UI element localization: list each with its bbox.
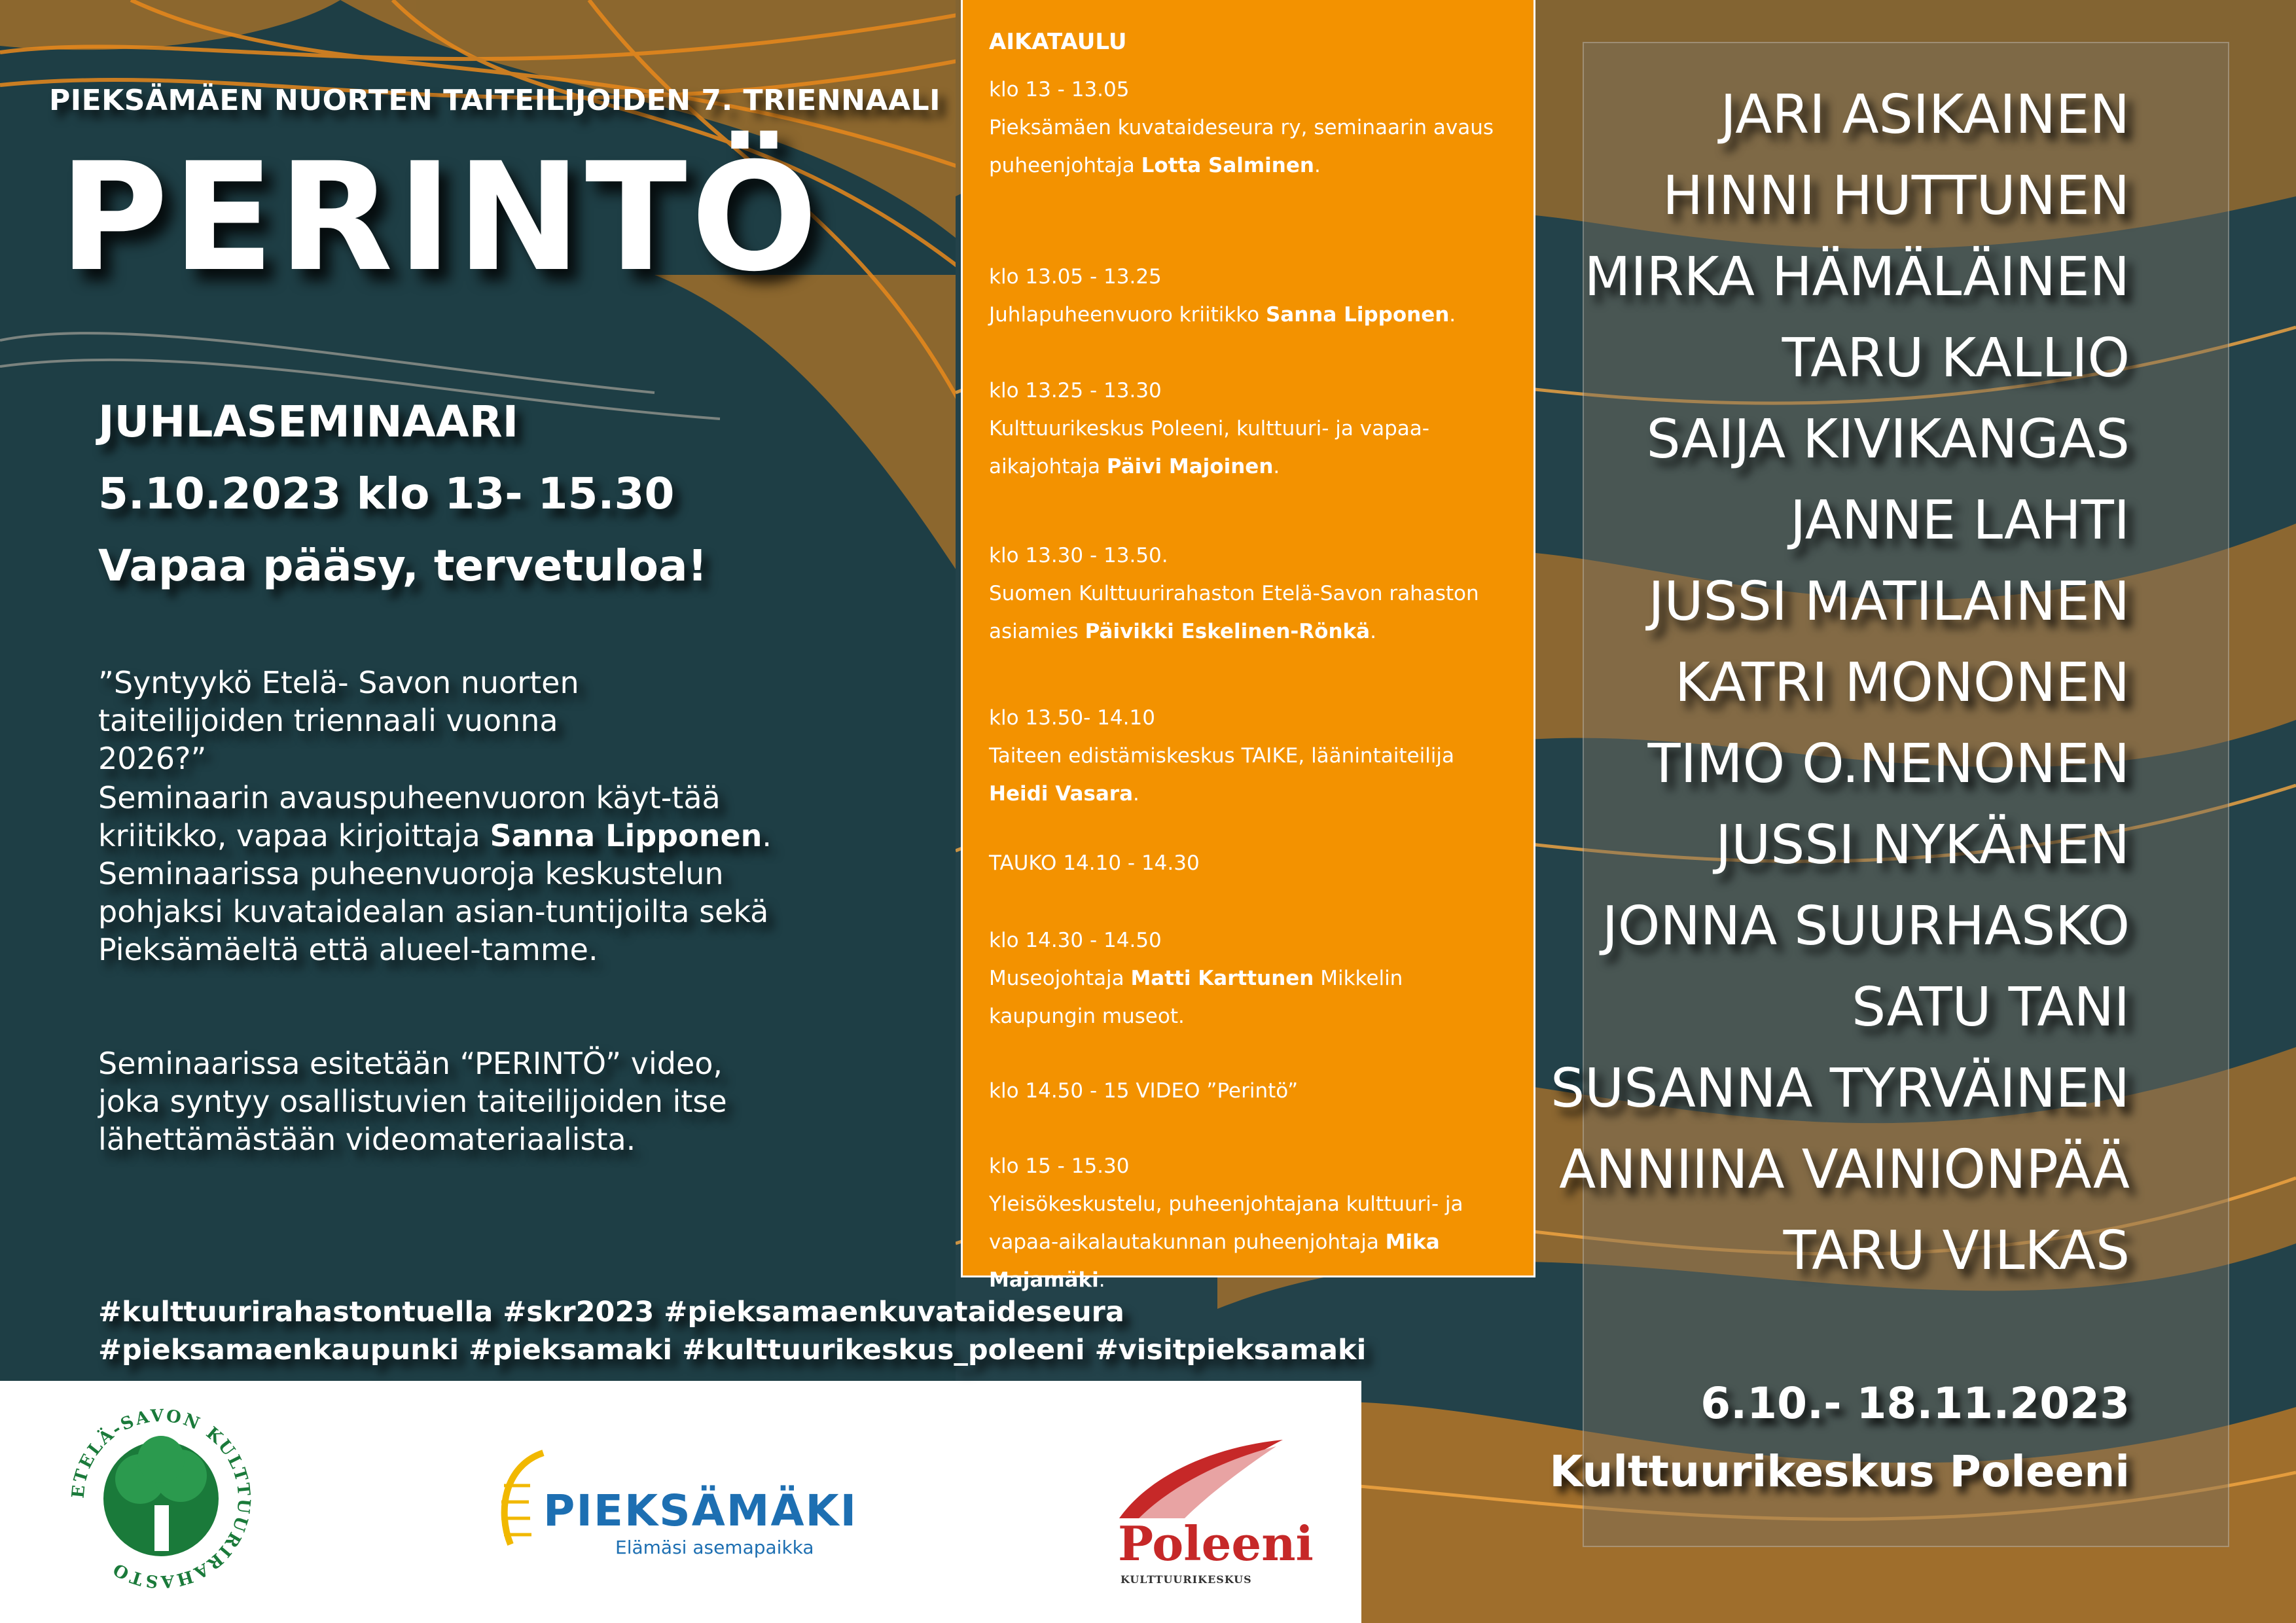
hashtags-line-2: #pieksamaenkaupunki #pieksamaki #kulttuurikeskus_poleeni #visitpieksamaki <box>98 1334 1367 1366</box>
city-logo-mark <box>491 1446 550 1554</box>
schedule-item <box>989 844 1513 882</box>
seminar-name: JUHLASEMINAARI <box>98 397 519 447</box>
schedule-text: Museojohtaja <box>989 967 1131 990</box>
oak-tree-seal-icon <box>63 1400 259 1597</box>
intro-speaker-name: Sanna Lipponen <box>490 818 762 853</box>
schedule-text: Kulttuurikeskus Poleeni, kulttuuri- ja vapaa-aikajohtaja <box>989 417 1429 478</box>
schedule-text-after: Mikkelin kaupungin museot. <box>989 967 1403 1028</box>
schedule-text: Pieksämäen kuvataideseura ry, seminaarin avaus puheenjohtaja <box>989 116 1494 177</box>
artist-name: SAIJA KIVIKANGAS <box>1646 408 2130 471</box>
triennial-heading: PIEKSÄMÄEN NUORTEN TAITEILIJOIDEN 7. TRIENNAALI <box>49 84 941 117</box>
fund-logo-text: ETELÄ-SAVON KULTTUURIRAHASTO <box>68 1406 254 1592</box>
rail-arc-icon <box>491 1446 550 1551</box>
swoosh-icon <box>1113 1433 1289 1525</box>
schedule-description <box>989 575 1513 651</box>
schedule-panel <box>961 0 1535 1292</box>
schedule-description <box>989 1185 1513 1299</box>
schedule-time: TAUKO 14.10 - 14.30 <box>989 851 1200 875</box>
schedule-item <box>989 372 1513 486</box>
poleeni-logo-text: Poleeni <box>1118 1516 1314 1571</box>
artist-name: JONNA SUURHASKO <box>1602 895 2130 957</box>
artist-name: TARU VILKAS <box>1783 1220 2130 1282</box>
intro-paragraph-2 <box>98 779 785 969</box>
schedule-description <box>989 737 1513 813</box>
schedule-heading: AIKATAULU <box>989 29 1127 55</box>
schedule-speaker: Mika Majamäki <box>989 1230 1440 1292</box>
poleeni-logo-mark <box>1113 1433 1289 1527</box>
schedule-text: Juhlapuheenvuoro kriitikko <box>989 303 1266 327</box>
city-logo-text: PIEKSÄMÄKI <box>543 1486 858 1536</box>
schedule-speaker: Lotta Salminen <box>1141 154 1314 177</box>
artist-name: JUSSI MATILAINEN <box>1648 571 2130 633</box>
poleeni-logo-subtext: KULTTUURIKESKUS <box>1121 1573 1252 1586</box>
seminar-entry: Vapaa pääsy, tervetuloa! <box>98 541 708 591</box>
schedule-description <box>989 296 1513 334</box>
schedule-text-after: . <box>1370 620 1376 643</box>
hashtags-line-1: #kulttuurirahastontuella #skr2023 #pieksamaenkuvataideseura <box>98 1296 1124 1329</box>
exhibition-dates: 6.10.- 18.11.2023 <box>1700 1378 2130 1429</box>
schedule-time: klo 13.05 - 13.25 <box>989 265 1162 289</box>
schedule-text: Yleisökeskustelu, puheenjohtajana kulttuuri- ja vapaa-aikalautakunnan puheenjohtaja <box>989 1192 1463 1254</box>
schedule-item <box>989 71 1513 185</box>
schedule-item <box>989 699 1513 813</box>
schedule-item <box>989 258 1513 334</box>
schedule-time: klo 14.50 - 15 VIDEO ”Perintö” <box>989 1079 1299 1103</box>
artist-name: SUSANNA TYRVÄINEN <box>1551 1058 2130 1120</box>
artist-name: HINNI HUTTUNEN <box>1662 165 2130 227</box>
schedule-text-after: . <box>1449 303 1456 327</box>
schedule-description <box>989 410 1513 486</box>
intro-text: Seminaarin avauspuheenvuoron käyt-tää kriitikko, vapaa kirjoittaja <box>98 780 721 853</box>
intro-paragraph-3: Seminaarissa esitetään “PERINTÖ” video, joka syntyy osallistuvien taiteilijoiden itse lähettämästään videomateriaalista. <box>98 1046 727 1157</box>
artist-name: ANNIINA VAINIONPÄÄ <box>1559 1139 2130 1201</box>
schedule-time: klo 14.30 - 14.50 <box>989 929 1162 952</box>
schedule-speaker: Päivikki Eskelinen-Rönkä <box>1085 620 1371 643</box>
artist-name: KATRI MONONEN <box>1674 652 2130 714</box>
artist-name: JUSSI NYKÄNEN <box>1715 814 2130 876</box>
artist-name: TIMO O.NENONEN <box>1647 733 2130 795</box>
schedule-item <box>989 1147 1513 1299</box>
schedule-time: klo 13 - 13.05 <box>989 78 1130 101</box>
schedule-description <box>989 959 1513 1035</box>
schedule-time: klo 15 - 15.30 <box>989 1154 1130 1178</box>
schedule-text-after: . <box>1133 782 1139 806</box>
schedule-text-after: . <box>1314 154 1321 177</box>
schedule-speaker: Päivi Majoinen <box>1106 455 1274 478</box>
fund-logo <box>63 1400 259 1599</box>
schedule-description <box>989 109 1513 185</box>
schedule-item <box>989 537 1513 651</box>
intro-question: ”Syntyykö Etelä- Savon nuorten taiteilijoiden triennaali vuonna 2026?” <box>98 665 579 776</box>
schedule-text: Taiteen edistämiskeskus TAIKE, läänintaiteilija <box>989 744 1455 768</box>
seminar-datetime: 5.10.2023 klo 13- 15.30 <box>98 469 675 519</box>
schedule-text: Suomen Kulttuurirahaston Etelä-Savon rahaston asiamies <box>989 582 1479 643</box>
schedule-text-after: . <box>1273 455 1280 478</box>
city-slogan: Elämäsi asemapaikka <box>615 1537 814 1558</box>
exhibition-venue: Kulttuurikeskus Poleeni <box>1549 1446 2130 1497</box>
schedule-speaker: Heidi Vasara <box>989 782 1133 806</box>
artist-name: MIRKA HÄMÄLÄINEN <box>1584 246 2130 308</box>
page-title: PERINTÖ <box>59 130 822 304</box>
schedule-time: klo 13.30 - 13.50. <box>989 544 1168 567</box>
schedule-item <box>989 1072 1513 1110</box>
artist-name: SATU TANI <box>1852 976 2130 1039</box>
schedule-text-after: . <box>1098 1268 1105 1292</box>
artist-name: JARI ASIKAINEN <box>1720 84 2130 146</box>
schedule-time: klo 13.25 - 13.30 <box>989 379 1162 402</box>
artists-panel <box>1549 42 2229 1547</box>
artist-name: TARU KALLIO <box>1782 327 2130 389</box>
schedule-speaker: Sanna Lipponen <box>1265 303 1450 327</box>
schedule-speaker: Matti Karttunen <box>1130 967 1314 990</box>
intro-text: . Seminaarissa puheenvuoroja keskustelun pohjaksi kuvataidealan asian-tuntijoilta sekä Pieksämäeltä että alueel-tamme. <box>98 818 772 967</box>
artist-name: JANNE LAHTI <box>1790 490 2130 552</box>
schedule-time: klo 13.50- 14.10 <box>989 706 1155 730</box>
schedule-item <box>989 921 1513 1035</box>
